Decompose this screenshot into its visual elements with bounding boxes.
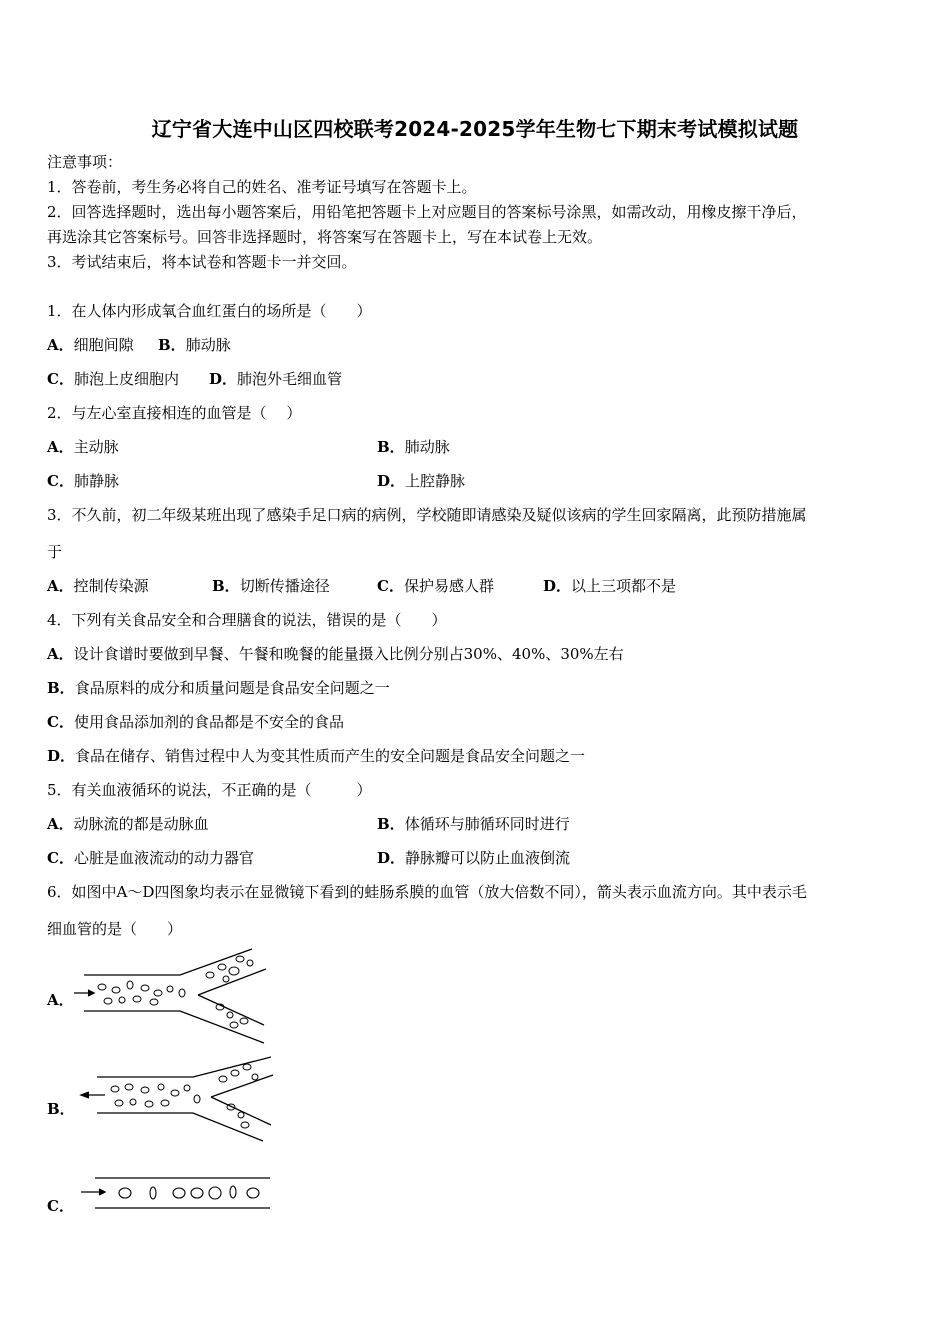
option-label: D． — [377, 472, 406, 490]
option-label: A． — [47, 645, 74, 663]
notice-item: 3．考试结束后，将本试卷和答题卡一并交回。 — [47, 253, 357, 271]
q4-option-d: D．食品在储存、销售过程中人为变其性质而产生的安全问题是食品安全问题之一 — [47, 747, 586, 765]
question-5-stem: 5．有关血液循环的说法，不正确的是（ ） — [47, 781, 372, 799]
question-3-stem-cont: 于 — [47, 543, 63, 561]
q4-option-c: C．使用食品添加剂的食品都是不安全的食品 — [47, 713, 344, 731]
option-label: D． — [209, 370, 238, 388]
option-label: D． — [377, 849, 406, 867]
page-title: 辽宁省大连中山区四校联考2024-2025学年生物七下期末考试模拟试题 — [151, 117, 799, 141]
q1-option-b: B．肺动脉 — [158, 336, 231, 354]
figure-b-blood-vessel — [75, 1055, 280, 1145]
option-label: B． — [212, 577, 240, 595]
figure-c-label: C． — [47, 1197, 74, 1215]
q5-option-a: A．动脉流的都是动脉血 — [47, 815, 209, 833]
q4-option-b: B．食品原料的成分和质量问题是食品安全问题之一 — [47, 679, 390, 697]
notice-item: 2．回答选择题时，选出每小题答案后，用铅笔把答题卡上对应题目的答案标号涂黑，如需改动，用橡皮擦干净后， — [47, 203, 807, 221]
notice-item: 1．答卷前，考生务必将自己的姓名、准考证号填写在答题卡上。 — [47, 178, 477, 196]
question-6-stem-cont: 细血管的是（ ） — [47, 920, 183, 938]
option-label: B． — [47, 679, 75, 697]
question-1-stem: 1．在人体内形成氧合血红蛋白的场所是（ ） — [47, 302, 372, 320]
q5-option-c: C．心脏是血液流动的动力器官 — [47, 849, 254, 867]
q3-option-c: C．保护易感人群 — [377, 577, 494, 595]
q1-option-d: D．肺泡外毛细血管 — [209, 370, 343, 388]
q5-option-b: B．体循环与肺循环同时进行 — [377, 815, 570, 833]
q2-option-c: C．肺静脉 — [47, 472, 119, 490]
option-label: B． — [158, 336, 186, 354]
figure-a-blood-vessel — [70, 945, 270, 1045]
q3-option-a: A．控制传染源 — [47, 577, 149, 595]
figure-a-label: A． — [47, 991, 74, 1009]
question-4-stem: 4．下列有关食品安全和合理膳食的说法，错误的是（ ） — [47, 611, 447, 629]
figure-c-capillary — [75, 1172, 275, 1212]
option-label: C． — [47, 370, 74, 388]
option-label: D． — [543, 577, 572, 595]
q2-option-a: A．主动脉 — [47, 438, 119, 456]
q3-option-b: B．切断传播途径 — [212, 577, 330, 595]
option-label: A． — [47, 815, 74, 833]
option-label: A． — [47, 336, 74, 354]
question-6-stem: 6．如图中A～D四图象均表示在显微镜下看到的蛙肠系膜的血管（放大倍数不同），箭头表示血流方向。其中表示毛 — [47, 883, 807, 901]
q2-option-b: B．肺动脉 — [377, 438, 450, 456]
option-label: B． — [377, 438, 405, 456]
option-label: C． — [47, 713, 74, 731]
option-label: C． — [377, 577, 404, 595]
option-label: D． — [47, 747, 76, 765]
notice-item: 再选涂其它答案标号。回答非选择题时，将答案写在答题卡上，写在本试卷上无效。 — [47, 228, 603, 246]
q5-option-d: D．静脉瓣可以防止血液倒流 — [377, 849, 571, 867]
q3-option-d: D．以上三项都不是 — [543, 577, 677, 595]
notice-heading: 注意事项： — [47, 153, 123, 171]
question-3-stem: 3．不久前，初二年级某班出现了感染手足口病的病例，学校随即请感染及疑似该病的学生回家隔离，此预防措施属 — [47, 506, 807, 524]
q4-option-a: A．设计食谱时要做到早餐、午餐和晚餐的能量摄入比例分别占30%、40%、30%左右 — [47, 645, 624, 663]
question-2-stem: 2．与左心室直接相连的血管是（ ） — [47, 404, 302, 422]
option-label: C． — [47, 849, 74, 867]
option-label: A． — [47, 438, 74, 456]
option-label: B． — [377, 815, 405, 833]
q1-option-c: C．肺泡上皮细胞内 — [47, 370, 179, 388]
q1-option-a: A．细胞间隙 — [47, 336, 134, 354]
option-label: C． — [47, 472, 74, 490]
figure-b-label: B． — [47, 1100, 75, 1118]
q2-option-d: D．上腔静脉 — [377, 472, 466, 490]
option-label: A． — [47, 577, 74, 595]
